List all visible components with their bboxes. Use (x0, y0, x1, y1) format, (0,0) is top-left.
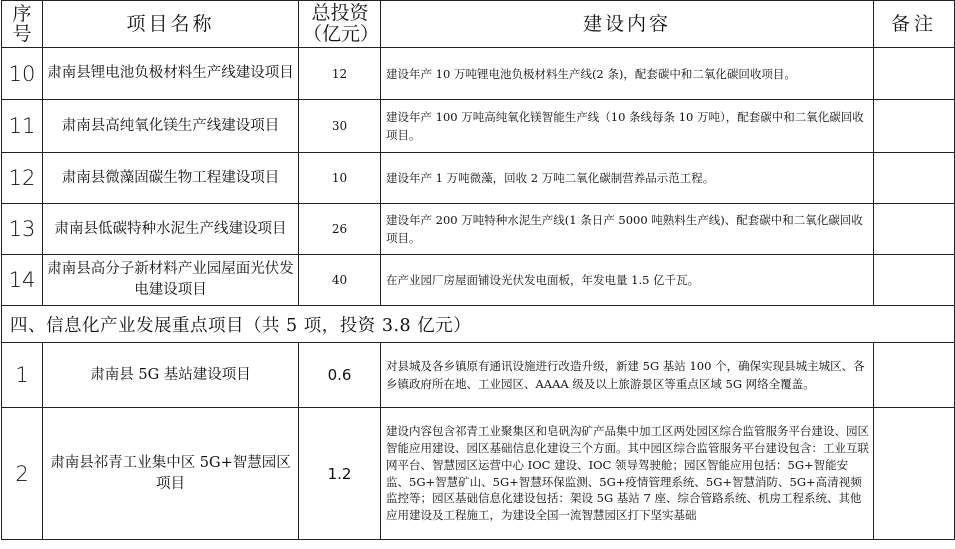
note-cell (874, 153, 955, 204)
investment-value: 0.6 (299, 343, 381, 408)
row-number: 1 (2, 343, 43, 408)
project-table (1, 0, 955, 540)
construction-content: 对县城及各乡镇原有通讯设施进行改造升级，新建 5G 基站 100 个，确保实现县城主城区、各乡镇政府所在地、工业园区、AAAA 级及以上旅游景区等重点区域 5G 网络全覆盖。 (381, 343, 874, 408)
table-row (2, 408, 955, 540)
table-row (2, 100, 955, 153)
header-seq: 序号 (2, 1, 43, 48)
construction-content: 建设年产 1 万吨微藻，回收 2 万吨二氧化碳制营养品示范工程。 (381, 153, 874, 204)
construction-content: 建设年产 100 万吨高纯氧化镁智能生产线（10 条线每条 10 万吨），配套碳中和二氧化碳回收项目。 (381, 100, 874, 153)
construction-content: 在产业园厂房屋面铺设光伏发电面板，年发电量 1.5 亿千瓦。 (381, 255, 874, 306)
row-number: 10 (2, 48, 43, 100)
construction-content: 建设内容包含祁青工业聚集区和皂矾沟矿产品集中加工区两处园区综合监管服务平台建设、园区智能应用建设、园区基础信息化建设三个方面。其中园区综合监管服务平台建设包含：工业互联网平台、智慧园区运营中心 IOC 建设、IOC 领导驾驶舱；园区智能应用包括：5G+智能安监、5G+智慧矿山、5G+智慧环保监测、5G+疫情管理系统、5G+智慧消防、5G+高清视频监控等；园区基础信息化建设包括：架设 5G 基站 7 座、综合管路系统、机房工程系统、其他应用建设及工程施工，为建设全国一流智慧园区打下坚实基础 (381, 408, 874, 540)
note-cell (874, 100, 955, 153)
investment-value: 40 (299, 255, 381, 306)
project-name: 肃南县高分子新材料产业园屋面光伏发电建设项目 (43, 255, 299, 306)
table-row (2, 343, 955, 408)
row-number: 14 (2, 255, 43, 306)
note-cell (874, 204, 955, 255)
row-number: 2 (2, 408, 43, 540)
investment-value: 1.2 (299, 408, 381, 540)
section-title: 四、信息化产业发展重点项目（共 5 项，投资 3.8 亿元） (2, 306, 955, 343)
project-name: 肃南县锂电池负极材料生产线建设项目 (43, 48, 299, 100)
investment-value: 10 (299, 153, 381, 204)
construction-content: 建设年产 10 万吨锂电池负极材料生产线(2 条)，配套碳中和二氧化碳回收项目。 (381, 48, 874, 100)
project-name: 肃南县祁青工业集中区 5G+智慧园区项目 (43, 408, 299, 540)
project-name: 肃南县高纯氧化镁生产线建设项目 (43, 100, 299, 153)
section-row (2, 306, 955, 343)
header-content: 建设内容 (381, 1, 874, 48)
construction-content: 建设年产 200 万吨特种水泥生产线(1 条日产 5000 吨熟料生产线)、配套碳中和二氧化碳回收项目。 (381, 204, 874, 255)
note-cell (874, 255, 955, 306)
note-cell (874, 408, 955, 540)
investment-value: 12 (299, 48, 381, 100)
table-row (2, 204, 955, 255)
table-row (2, 255, 955, 306)
project-name: 肃南县微藻固碳生物工程建设项目 (43, 153, 299, 204)
row-number: 12 (2, 153, 43, 204)
row-number: 11 (2, 100, 43, 153)
table-row (2, 48, 955, 100)
table-header-row (2, 1, 955, 48)
investment-value: 26 (299, 204, 381, 255)
table-row (2, 153, 955, 204)
note-cell (874, 48, 955, 100)
project-name: 肃南县 5G 基站建设项目 (43, 343, 299, 408)
investment-value: 30 (299, 100, 381, 153)
header-note: 备注 (874, 1, 955, 48)
header-investment: 总投资（亿元） (299, 1, 381, 48)
header-name: 项目名称 (43, 1, 299, 48)
note-cell (874, 343, 955, 408)
project-name: 肃南县低碳特种水泥生产线建设项目 (43, 204, 299, 255)
row-number: 13 (2, 204, 43, 255)
